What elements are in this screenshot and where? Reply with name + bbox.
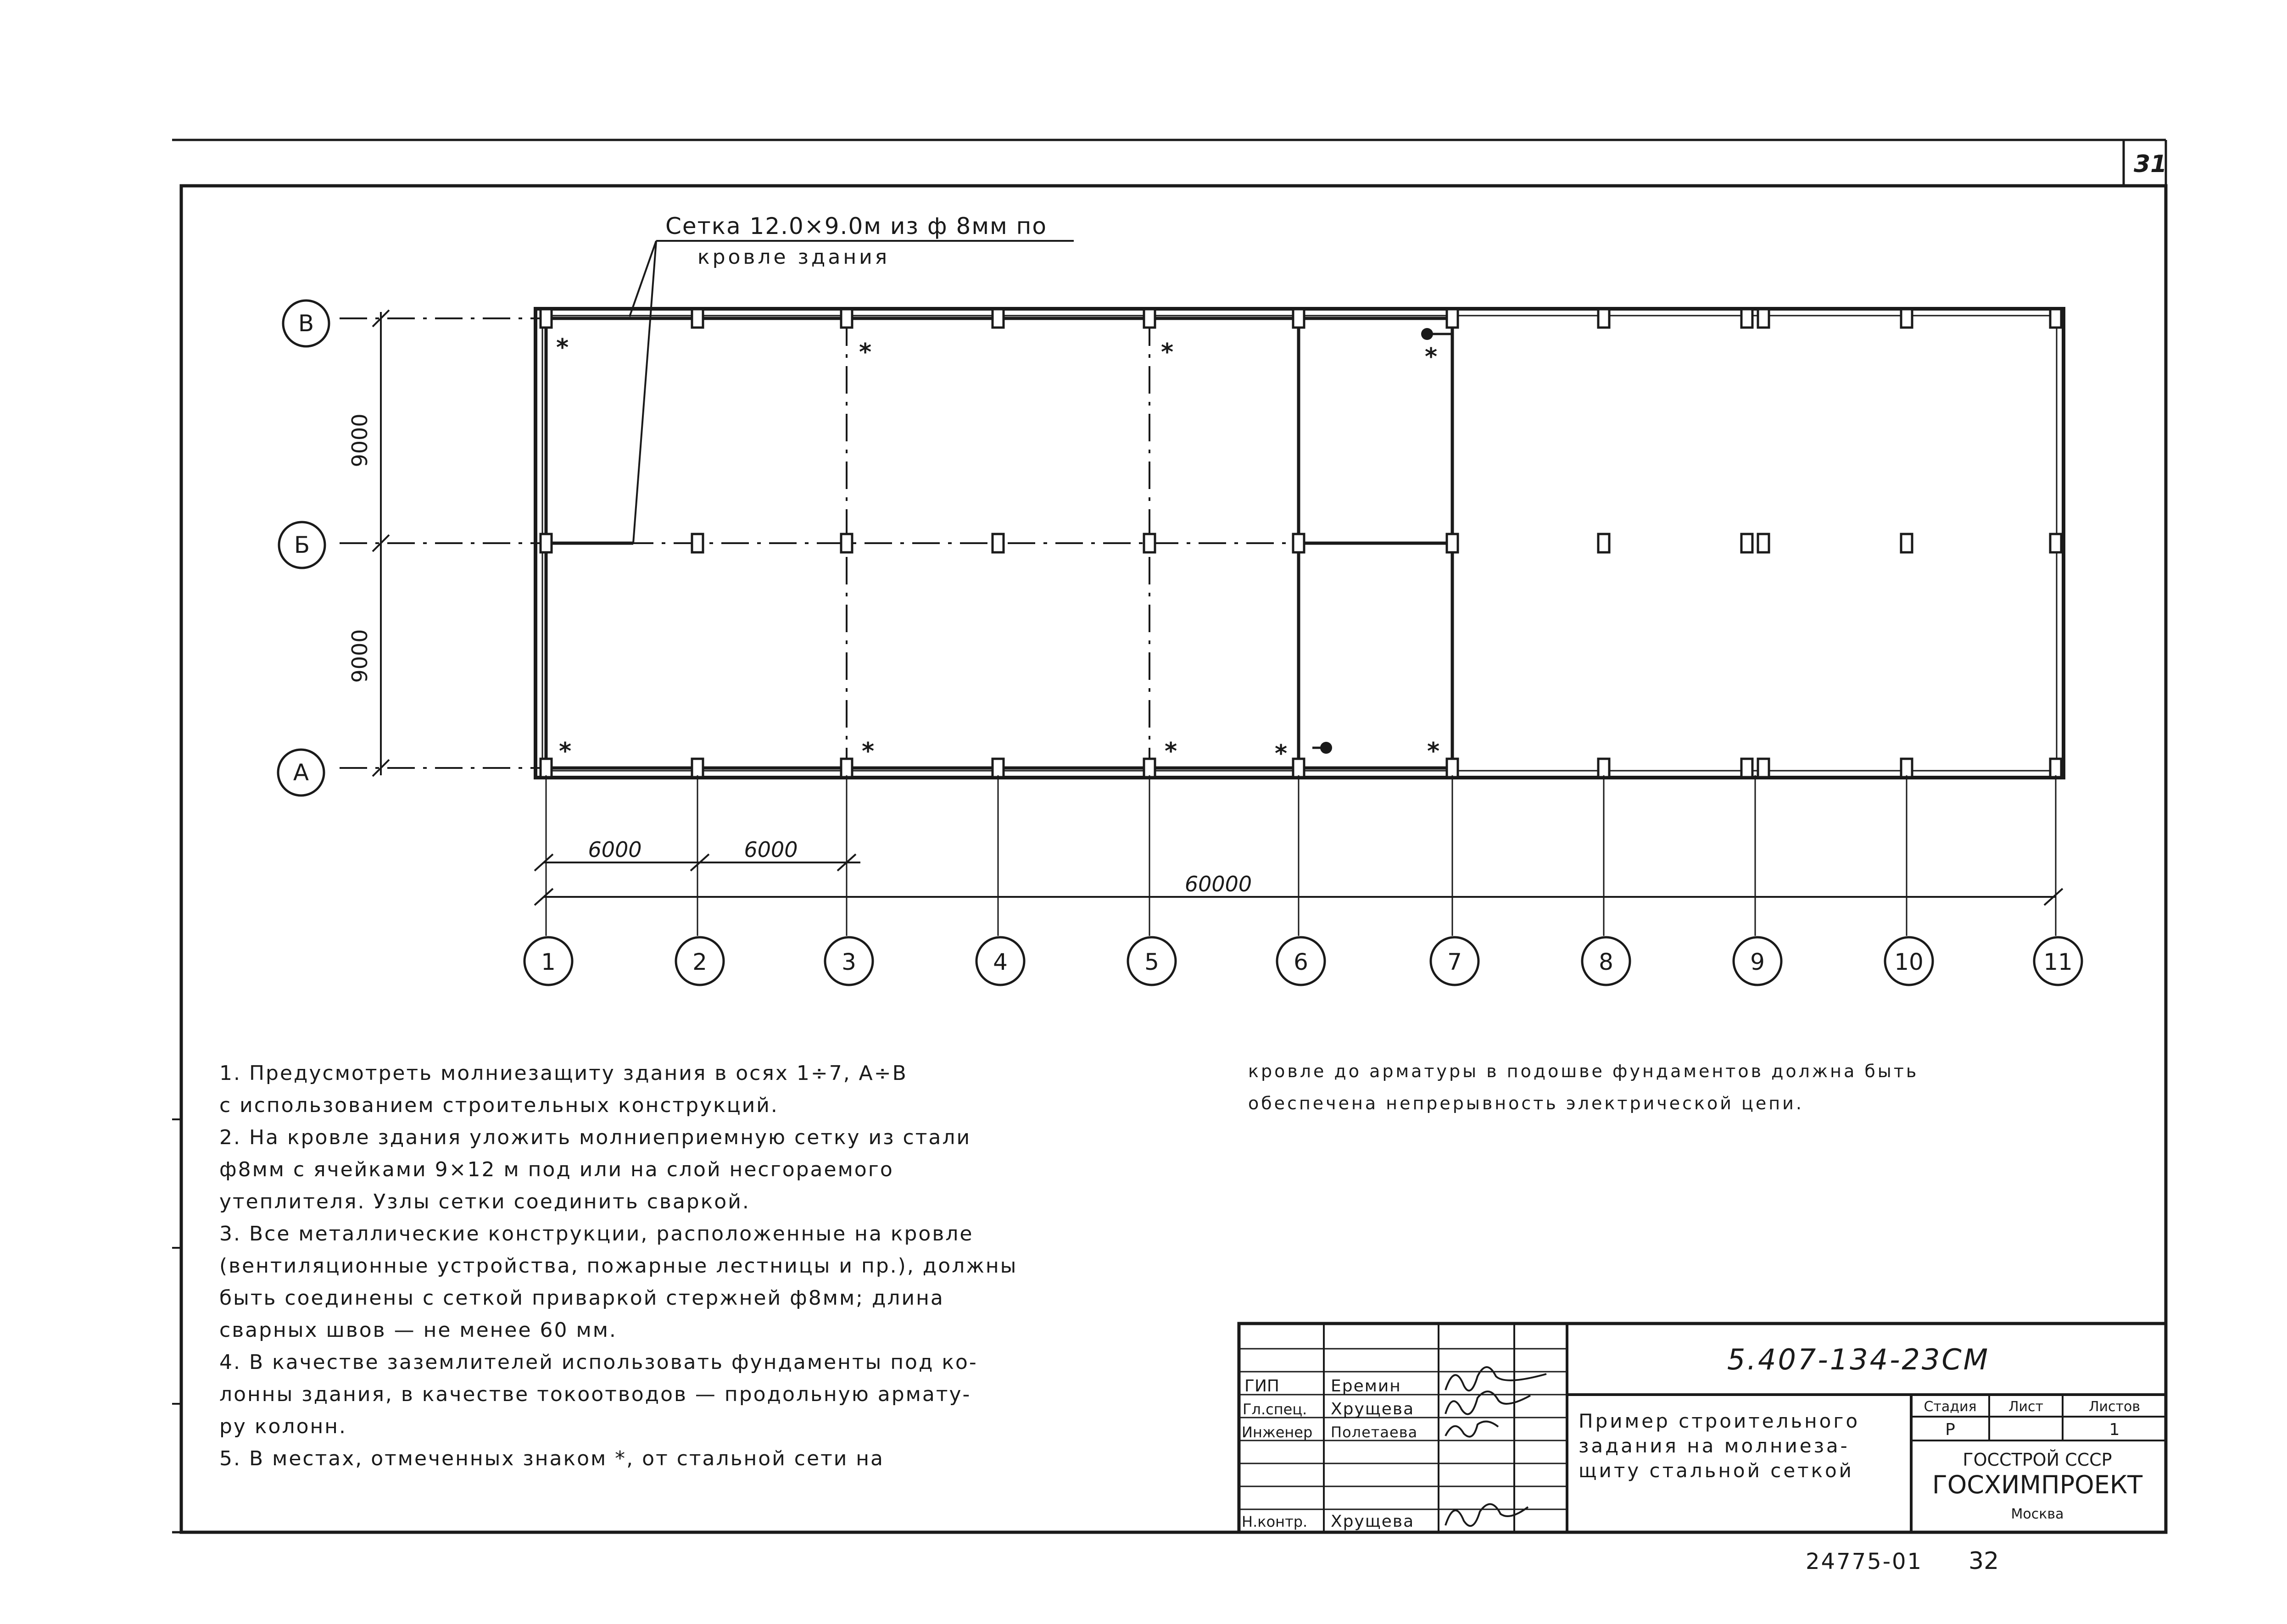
column-axis-bubble (1734, 937, 1781, 985)
row-span-2: 9000 (347, 629, 372, 683)
column-axis-label: 2 (692, 949, 707, 975)
marker-star: * (1161, 339, 1174, 366)
drawing-title-line1: Пример строительного (1579, 1410, 1860, 1432)
notes-left (219, 1057, 1017, 1475)
note-left-line: ф8мм с ячейками 9×12 м под или на слой несгораемого (219, 1158, 894, 1181)
column-section (1741, 309, 1752, 328)
mesh-leader (630, 241, 1074, 543)
column-section (1293, 309, 1304, 328)
role-gl-spec: Гл.спец. (1243, 1401, 1307, 1418)
column-axis-bubble (1582, 937, 1630, 985)
column-section (1598, 309, 1609, 328)
column-section (2050, 759, 2061, 777)
column-section (841, 534, 852, 552)
marker-star: * (559, 738, 572, 765)
note-right-line: кровле до арматуры в подошве фундаментов должна быть (1248, 1061, 1919, 1081)
role-gip: ГИП (1244, 1377, 1279, 1396)
column-section (993, 534, 1004, 552)
sheets-value: 1 (2109, 1420, 2120, 1439)
column-section (993, 309, 1004, 328)
column-axes (524, 775, 2082, 985)
name-eremin: Еремин (1331, 1377, 1401, 1396)
column-section (692, 534, 703, 552)
note-left-line: 4. В качестве заземлителей использовать фундаменты под ко- (219, 1351, 978, 1374)
bay-dimension-1: 6000 (588, 837, 642, 862)
stage-value: Р (1945, 1420, 1955, 1439)
org-line1: ГОССТРОЙ СССР (1963, 1450, 2112, 1470)
sheet-number: 31 (2134, 150, 2167, 178)
column-axis-label: 6 (1294, 949, 1308, 975)
role-engineer: Инженер (1242, 1424, 1313, 1441)
column-section (541, 534, 552, 552)
note-left-line: 2. На кровле здания уложить молниеприемную сетку из стали (219, 1126, 971, 1149)
marker-star: * (1425, 343, 1438, 371)
column-axis-label: 8 (1599, 949, 1613, 975)
sheet-header: Лист (2008, 1399, 2044, 1415)
notes-right (1248, 1055, 1919, 1119)
column-axis-bubble (825, 937, 873, 985)
svg-text:В: В (298, 310, 314, 337)
column-section (1144, 309, 1155, 328)
drawing-title-line3: щиту стальной сеткой (1579, 1459, 1854, 1482)
column-axis-bubble (676, 937, 724, 985)
column-section (1598, 759, 1609, 777)
column-axis-bubble (1431, 937, 1478, 985)
ground-connection-points (1312, 328, 1452, 754)
note-left-line: быть соединены с сеткой приваркой стержней ф8мм; длина (219, 1286, 944, 1310)
row-span-1: 9000 (347, 413, 372, 467)
note-right-line: обеспечена непрерывность электрической цепи. (1248, 1093, 1804, 1113)
name-poletaeva: Полетаева (1331, 1424, 1418, 1441)
column-axis-label: 5 (1144, 949, 1159, 975)
column-section (993, 759, 1004, 777)
name-khrushcheva: Хрущева (1331, 1400, 1415, 1418)
column-axis-label: 9 (1750, 949, 1765, 975)
column-section (1144, 759, 1155, 777)
marker-star: * (859, 339, 872, 366)
note-left-line: лонны здания, в качестве токоотводов — продольную армату- (219, 1383, 971, 1406)
mesh-label-line1: Сетка 12.0×9.0м из ф 8мм по (665, 213, 1047, 239)
sheets-header: Листов (2088, 1399, 2141, 1415)
column-axis-bubble (1128, 937, 1176, 985)
column-section (1741, 534, 1752, 552)
note-left-line: 3. Все металлические конструкции, расположенные на кровле (219, 1222, 974, 1246)
column-section (1741, 759, 1752, 777)
column-section (541, 309, 552, 328)
org-line2: ГОСХИМПРОЕКТ (1932, 1470, 2143, 1499)
building-columns (541, 309, 2061, 777)
axis-lines (340, 318, 1452, 768)
note-left-line: ру колонн. (219, 1415, 347, 1438)
bay-dimension-2: 6000 (744, 837, 798, 862)
marker-star: * (1275, 740, 1288, 768)
note-left-line: 1. Предусмотреть молниезащиту здания в осях 1÷7, А÷В (219, 1062, 908, 1085)
marker-star: * (1427, 738, 1440, 765)
drawing-title-line2: задания на молниеза- (1579, 1435, 1850, 1457)
name-khrushcheva-2: Хрущева (1331, 1512, 1415, 1531)
column-section (1758, 759, 1769, 777)
column-section (1901, 534, 1912, 552)
column-axis-label: 7 (1447, 949, 1462, 975)
note-left-line: с использованием строительных конструкций. (219, 1094, 779, 1117)
column-axis-bubble (976, 937, 1024, 985)
document-code: 5.407-134-23СМ (1727, 1343, 1990, 1376)
row-axis-bubble-a (278, 750, 324, 795)
column-section (1901, 759, 1912, 777)
column-axis-bubble (1277, 937, 1325, 985)
column-axis-label: 4 (993, 949, 1008, 975)
column-axis-label: 11 (2043, 949, 2073, 975)
column-section (841, 309, 852, 328)
column-section (2050, 534, 2061, 552)
column-axis-label: 10 (1894, 949, 1924, 975)
marker-star: * (862, 738, 875, 765)
mesh-label-line2: кровле здания (697, 245, 890, 269)
column-section (1598, 534, 1609, 552)
footer-page: 32 (1969, 1547, 1999, 1575)
row-dimensions (373, 310, 389, 776)
column-section (541, 759, 552, 777)
note-left-line: 5. В местах, отмеченных знаком *, от стальной сети на (219, 1447, 885, 1470)
marker-star: * (556, 334, 569, 362)
column-section (1293, 759, 1304, 777)
archive-number: 24775-01 (1806, 1549, 1923, 1574)
role-n-kontr: Н.контр. (1242, 1513, 1308, 1530)
column-section (1447, 309, 1458, 328)
column-axis-label: 3 (842, 949, 856, 975)
column-section (1758, 309, 1769, 328)
column-axis-label: 1 (541, 949, 556, 975)
note-left-line: утеплителя. Узлы сетки соединить сваркой. (219, 1190, 750, 1213)
column-section (2050, 309, 2061, 328)
column-axis-bubble (524, 937, 572, 985)
column-section (841, 759, 852, 777)
column-section (1293, 534, 1304, 552)
column-section (1144, 534, 1155, 552)
svg-text:Б: Б (294, 532, 310, 558)
column-section (1447, 759, 1458, 777)
column-axis-bubble (2034, 937, 2082, 985)
column-section (692, 759, 703, 777)
row-axis-bubble-b (279, 522, 325, 568)
column-section (692, 309, 703, 328)
total-length-dimension: 60000 (1184, 872, 1252, 896)
note-left-line: сварных швов — не менее 60 мм. (219, 1318, 617, 1342)
column-section (1758, 534, 1769, 552)
marker-star: * (1165, 738, 1177, 765)
svg-text:А: А (293, 759, 309, 786)
org-city: Москва (2011, 1506, 2064, 1522)
column-section (1901, 309, 1912, 328)
note-left-line: (вентиляционные устройства, пожарные лестницы и пр.), должны (219, 1254, 1018, 1278)
row-axis-bubble-v (283, 300, 329, 346)
column-axis-bubble (1885, 937, 1933, 985)
column-section (1447, 534, 1458, 552)
stage-header: Стадия (1924, 1399, 1977, 1415)
signatures (1445, 1367, 1546, 1526)
